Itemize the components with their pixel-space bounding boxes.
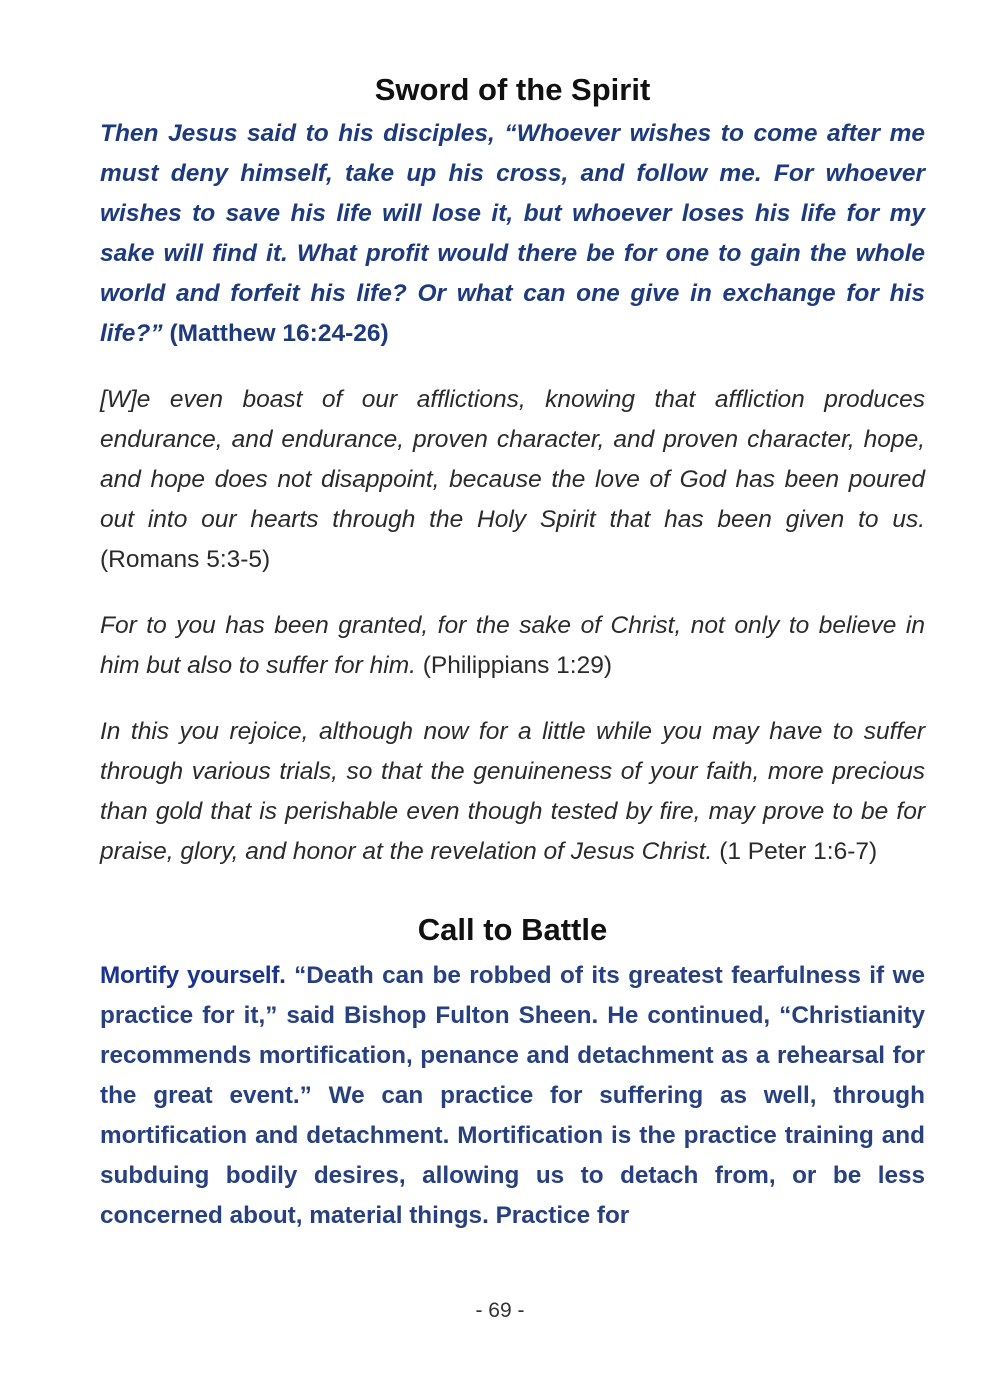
call-to-battle-paragraph [100, 956, 925, 1236]
quote-text: Then Jesus said to his disciples, “Whoever wishes to come after me must deny himself, take up his cross, and follow me. For whoever wishes to save his life will lose it, but whoever loses his life for my sake will find it. What profit would there be for one to gain the whole world and forfeit his life? Or what can one give in exchange for his life?” [100, 120, 925, 347]
page-content [100, 68, 925, 1236]
body-text: “Death can be robbed of its greatest fearfulness if we practice for it,” said Bishop Fulton Sheen. He continued, “Christianity recommends mortification, penance and detachment as a rehearsal for the great event.” We can practice for suffering as well, through mortification and detachment. Mortification is the practice training and subduing bodily desires, allowing us to detach from, or be less concerned about, material things. Practice for [100, 962, 925, 1229]
page-number: - 69 - [475, 1299, 525, 1322]
quote-reference: (Philippians 1:29) [422, 652, 613, 679]
quote-text: For to you has been granted, for the sake of Christ, not only to believe in him but also to suffer for him. [100, 612, 925, 679]
lead-phrase: Mortify yourself. [100, 962, 286, 989]
section-title-sword-of-the-spirit: Sword of the Spirit [374, 72, 651, 107]
quote-reference: (Matthew 16:24-26) [169, 320, 389, 347]
scripture-quote-philippians [100, 606, 925, 686]
section-title-call-to-battle: Call to Battle [417, 912, 608, 947]
quote-text: [W]e even boast of our afflictions, knowing that affliction produces endurance, and endurance, proven character, and proven character, hope, and hope does not disappoint, because the love of God has been poured out into our hearts through the Holy Spirit that has been given to us. [100, 386, 925, 533]
scripture-quote-romans [100, 380, 925, 580]
scripture-quote-1-peter [100, 712, 925, 872]
quote-reference: (Romans 5:3-5) [100, 546, 271, 573]
scripture-quote-matthew [100, 114, 925, 354]
quote-text: In this you rejoice, although now for a little while you may have to suffer through various trials, so that the genuineness of your faith, more precious than gold that is perishable even though tested by fire, may prove to be for praise, glory, and honor at the revelation of Jesus Christ. [100, 718, 925, 865]
quote-reference: (1 Peter 1:6-7) [719, 838, 878, 865]
